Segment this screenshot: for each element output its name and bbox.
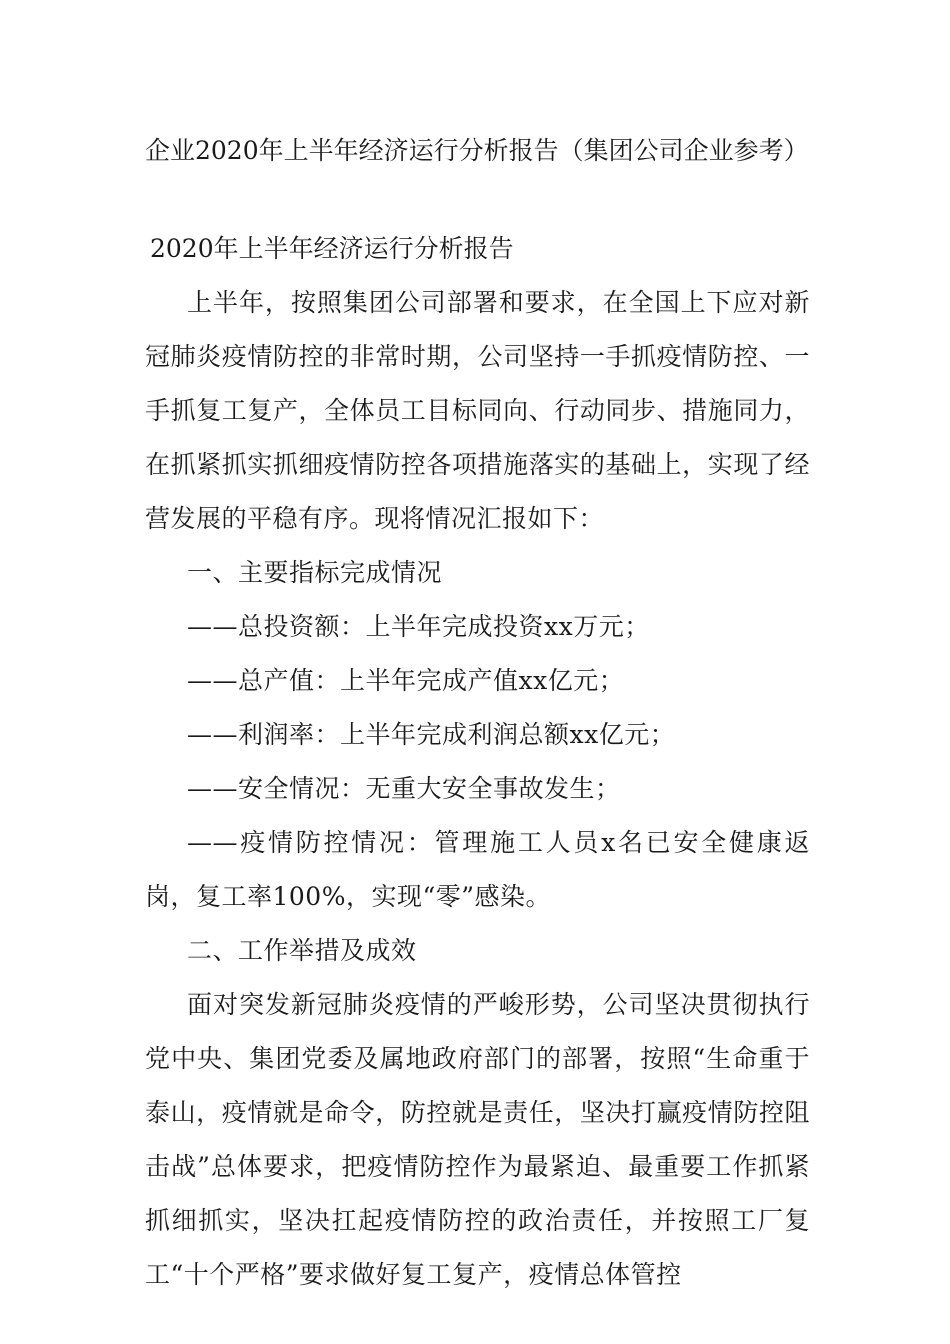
measures-paragraph: 面对突发新冠肺炎疫情的严峻形势，公司坚决贯彻执行党中央、集团党委及属地政府部门的部署，按照“生命重于泰山，疫情就是命令，防控就是责任，坚决打赢疫情防控阻击战”总体要求，把疫情防控作为最紧迫、最重要工作抓紧抓细抓实，坚决扛起疫情防控的政治责任，并按照工厂复工“十个严格”要求做好复工复产，疫情总体管控 <box>145 990 810 1289</box>
indicator-item-output: ——总产值：上半年完成产值xx亿元； <box>187 666 625 695</box>
indicator-item-safety: ——安全情况：无重大安全事故发生； <box>187 774 621 803</box>
document-title: 企业2020年上半年经济运行分析报告（集团公司企业参考） <box>145 136 809 165</box>
indicator-item-epidemic: ——疫情防控情况：管理施工人员x名已安全健康返岗，复工率100%，实现“零”感染。 <box>145 828 810 911</box>
indicator-item-profit: ——利润率：上半年完成利润总额xx亿元； <box>187 720 676 749</box>
section-heading-2: 二、工作举措及成效 <box>187 936 417 965</box>
document-subtitle: 2020年上半年经济运行分析报告 <box>150 234 514 263</box>
intro-paragraph: 上半年，按照集团公司部署和要求，在全国上下应对新冠肺炎疫情防控的非常时期，公司坚持一手抓疫情防控、一手抓复工复产，全体员工目标同向、行动同步、措施同力，在抓紧抓实抓细疫情防控各项措施落实的基础上，实现了经营发展的平稳有序。现将情况汇报如下： <box>145 288 810 533</box>
section-heading-1: 一、主要指标完成情况 <box>187 558 443 587</box>
indicator-item-investment: ——总投资额：上半年完成投资xx万元； <box>187 612 650 641</box>
